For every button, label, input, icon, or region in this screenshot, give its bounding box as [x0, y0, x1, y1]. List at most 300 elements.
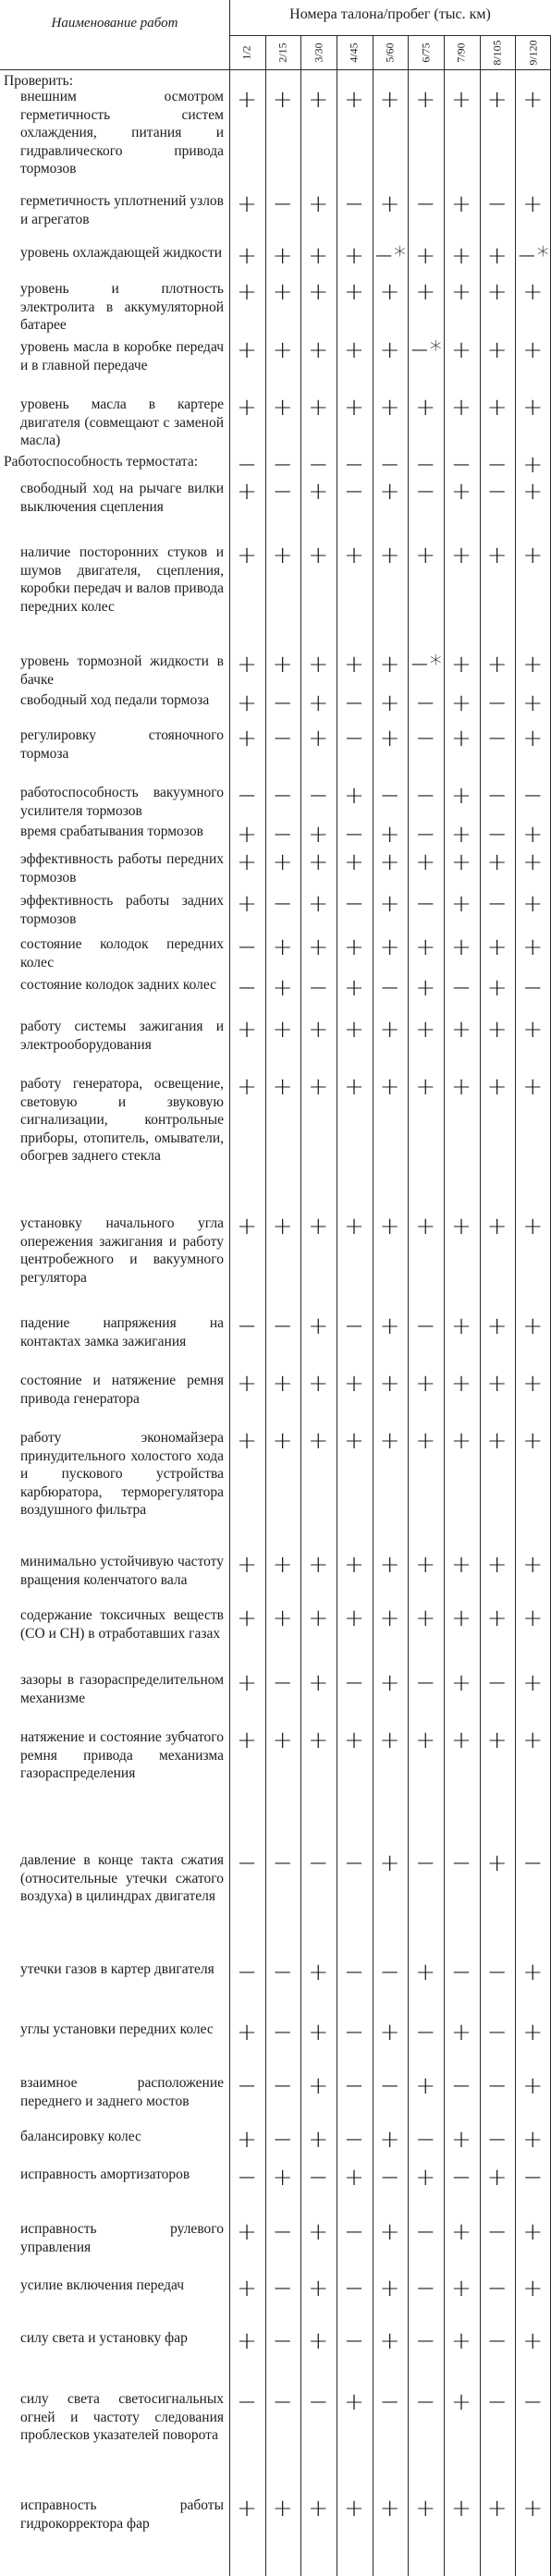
plus-mark: + [451, 478, 471, 506]
plus-mark: + [522, 890, 544, 918]
minus-mark: − [308, 1850, 329, 1877]
row-label: натяжение и состояние зубчатого ремня привода механизма газораспределения [20, 1729, 224, 1781]
plus-mark: + [486, 974, 508, 1002]
plus-mark: + [308, 1605, 329, 1632]
plus-mark: + [415, 2072, 436, 2100]
plus-mark: + [486, 394, 508, 421]
minus-mark: − [486, 2019, 508, 2046]
plus-mark: + [308, 1073, 329, 1101]
plus-mark: + [486, 86, 508, 114]
minus-mark: − [237, 1312, 257, 1340]
minus-mark: − [344, 821, 364, 848]
plus-mark: + [451, 1213, 471, 1240]
plus-mark: + [237, 1669, 257, 1697]
minus-mark: − [415, 2388, 436, 2416]
plus-mark: + [308, 478, 329, 506]
column-header-label: 6/75 [419, 42, 433, 63]
plus-mark: + [379, 1727, 400, 1754]
plus-mark: + [415, 2164, 436, 2191]
plus-mark: + [522, 2327, 544, 2355]
column-header-6 [408, 35, 444, 69]
row-label: содержание токсичных веществ (СО и СН) в отработавших газах [20, 1607, 224, 1642]
plus-mark: + [308, 1551, 329, 1579]
plus-mark: + [379, 2126, 400, 2154]
plus-mark: + [379, 2327, 400, 2355]
plus-mark: + [379, 86, 400, 114]
plus-mark: + [344, 1370, 364, 1398]
plus-mark: + [237, 690, 257, 717]
minus-mark: − [486, 1959, 508, 1986]
plus-mark: + [308, 2275, 329, 2302]
minus-mark: − [344, 890, 364, 918]
row-label: свободный ход на рычаге вилки выключения сцепления [20, 481, 224, 515]
minus-mark: − [272, 2218, 293, 2246]
works-column-header: Наименование работ [51, 16, 178, 31]
plus-mark: + [379, 890, 400, 918]
header-divider [229, 35, 551, 36]
plus-mark: + [237, 2126, 257, 2154]
plus-mark: + [415, 2495, 436, 2522]
plus-mark: + [451, 1312, 471, 1340]
plus-mark: + [272, 278, 293, 306]
minus-mark: − [308, 2164, 329, 2191]
minus-mark: − [237, 451, 257, 479]
minus-mark: − [237, 2388, 257, 2416]
minus-mark: − [344, 451, 364, 479]
plus-mark: + [344, 242, 364, 270]
row-label: уровень масла в коробке передач и в главной передаче [20, 339, 224, 373]
minus-mark: − [415, 2019, 436, 2046]
plus-mark: + [308, 1669, 329, 1697]
plus-mark: + [451, 278, 471, 306]
plus-mark: + [272, 651, 293, 678]
row-label: состояние колодок задних колес [20, 977, 217, 993]
plus-mark: + [308, 725, 329, 752]
plus-mark: + [237, 1213, 257, 1240]
plus-mark: + [486, 651, 508, 678]
row-label: падение напряжения на контактах замка зажигания [20, 1315, 224, 1349]
row-label: давление в конце такта сжатия (относительные утечки сжатого воздуха) в цилиндрах двигателя [20, 1852, 224, 1904]
row-label: исправность рулевого управления [20, 2221, 224, 2255]
plus-mark: + [522, 1727, 544, 1754]
plus-mark: + [379, 1370, 400, 1398]
minus-mark: − [415, 890, 436, 918]
plus-mark: + [522, 725, 544, 752]
plus-mark: + [272, 1016, 293, 1044]
plus-mark: + [308, 2495, 329, 2522]
plus-mark: + [237, 278, 257, 306]
row-label: состояние колодок передних колес [20, 936, 224, 971]
plus-mark: + [415, 1551, 436, 1579]
minus-mark: − [486, 2388, 508, 2416]
plus-mark: + [379, 1605, 400, 1632]
plus-mark: + [451, 1727, 471, 1754]
plus-mark: + [451, 890, 471, 918]
plus-mark: + [379, 1427, 400, 1455]
plus-mark: + [486, 242, 508, 270]
row-label: Работоспособность термостата: [4, 454, 199, 470]
plus-mark: + [379, 2218, 400, 2246]
plus-mark: + [237, 86, 257, 114]
column-header-7 [444, 35, 480, 69]
minus-mark: − [237, 1959, 257, 1986]
column-header-2 [265, 35, 301, 69]
column-header-label: 5/60 [383, 42, 397, 63]
plus-mark: + [344, 848, 364, 876]
minus-mark: − [451, 451, 471, 479]
plus-mark: + [451, 651, 471, 678]
minus-mark: − [415, 2327, 436, 2355]
minus-mark: − [344, 2019, 364, 2046]
minus-mark: − [272, 782, 293, 810]
row-label: свободный ход педали тормоза [20, 692, 210, 708]
plus-mark: + [237, 848, 257, 876]
plus-mark: + [308, 1213, 329, 1240]
row-label: внешним осмотром герметичность систем охлаждения, питания и гидравлического привода тормозов [20, 89, 224, 177]
minus-mark: − [272, 190, 293, 218]
plus-mark: + [237, 1073, 257, 1101]
plus-mark: + [379, 821, 400, 848]
minus-mark: − [272, 821, 293, 848]
minus-mark: − [308, 2388, 329, 2416]
plus-mark: + [308, 2019, 329, 2046]
plus-mark: + [451, 690, 471, 717]
plus-mark: + [522, 2019, 544, 2046]
row-label: работоспособность вакуумного усилителя тормозов [20, 785, 224, 819]
minus-mark: − [415, 690, 436, 717]
plus-mark: + [451, 1551, 471, 1579]
minus-mark: − [486, 782, 508, 810]
minus-mark: − [237, 2072, 257, 2100]
plus-mark: + [272, 1605, 293, 1632]
minus-mark: − [522, 782, 544, 810]
minus-mark: − [379, 974, 400, 1002]
plus-mark: + [379, 1551, 400, 1579]
plus-mark: + [237, 725, 257, 752]
minus-mark: − [522, 974, 544, 1002]
plus-mark: + [272, 2495, 293, 2522]
plus-mark: + [237, 394, 257, 421]
row-label: усилие включения передач [20, 2277, 185, 2293]
row-label: Проверить: [4, 73, 73, 89]
plus-mark: + [272, 394, 293, 421]
plus-mark: + [272, 242, 293, 270]
row-label: минимально устойчивую частоту вращения коленчатого вала [20, 1554, 224, 1588]
column-header-label: 8/105 [490, 39, 504, 66]
row-label: взаимное расположение переднего и заднего мостов [20, 2075, 224, 2109]
plus-mark: + [486, 848, 508, 876]
row-label: регулировку стояночного тормоза [20, 727, 224, 762]
minus-mark: − [272, 2019, 293, 2046]
plus-mark: + [522, 651, 544, 678]
plus-mark: + [451, 2275, 471, 2302]
minus-mark: − [486, 2275, 508, 2302]
minus-mark: − [379, 451, 400, 479]
plus-mark: + [344, 2495, 364, 2522]
plus-mark: + [237, 1605, 257, 1632]
plus-mark: + [344, 2388, 364, 2416]
plus-mark: + [308, 190, 329, 218]
plus-mark: + [308, 1959, 329, 1986]
row-label: исправность работы гидрокорректора фар [20, 2497, 224, 2532]
plus-mark: + [237, 821, 257, 848]
minus-mark: − [272, 1669, 293, 1697]
minus-mark: − [344, 2218, 364, 2246]
plus-mark: + [522, 2218, 544, 2246]
plus-mark: + [522, 394, 544, 421]
minus-mark: − [272, 2388, 293, 2416]
minus-mark: − [415, 1312, 436, 1340]
row-label: герметичность уплотнений узлов и агрегатов [20, 193, 224, 227]
column-header-9 [515, 35, 551, 69]
plus-mark: + [308, 1370, 329, 1398]
plus-mark: + [308, 934, 329, 961]
header-bottom-rule [0, 69, 551, 70]
plus-mark: + [486, 1727, 508, 1754]
minus-mark: − [486, 2218, 508, 2246]
minus-mark: − [344, 190, 364, 218]
row-label: эффективность работы передних тормозов [20, 851, 224, 885]
plus-mark: + [272, 336, 293, 364]
plus-mark: + [344, 86, 364, 114]
plus-mark: + [486, 1551, 508, 1579]
plus-mark: + [237, 478, 257, 506]
plus-mark: + [451, 1605, 471, 1632]
plus-mark: + [379, 278, 400, 306]
plus-mark: + [415, 934, 436, 961]
plus-mark: + [272, 1370, 293, 1398]
column-header-label: 3/30 [312, 42, 325, 63]
minus-mark: − [415, 451, 436, 479]
plus-mark: + [486, 1073, 508, 1101]
plus-mark: + [344, 336, 364, 364]
minus-mark: − [486, 890, 508, 918]
row-label: уровень и плотность электролита в аккумуляторной батарее [20, 281, 224, 333]
minus-mark: − [379, 782, 400, 810]
plus-mark: + [522, 1073, 544, 1101]
column-header-8 [480, 35, 516, 69]
row-label: исправность амортизаторов [20, 2167, 190, 2182]
plus-mark: + [451, 848, 471, 876]
plus-mark: + [522, 451, 544, 479]
plus-mark: + [308, 336, 329, 364]
plus-mark: + [451, 1370, 471, 1398]
plus-mark: + [237, 542, 257, 569]
minus-mark: − [415, 1850, 436, 1877]
plus-mark: + [344, 974, 364, 1002]
plus-mark: + [451, 2218, 471, 2246]
plus-mark: + [415, 1427, 436, 1455]
plus-mark: + [379, 690, 400, 717]
plus-mark: + [379, 934, 400, 961]
minus-mark: − [522, 1850, 544, 1877]
minus-mark: − [486, 2126, 508, 2154]
column-header-4 [337, 35, 373, 69]
plus-mark: + [379, 336, 400, 364]
minus-mark: − [451, 1850, 471, 1877]
plus-mark: + [237, 890, 257, 918]
plus-mark: + [379, 1669, 400, 1697]
column-divider [229, 0, 230, 2576]
plus-mark: + [451, 2327, 471, 2355]
plus-mark: + [237, 1727, 257, 1754]
minus-mark: −* [409, 651, 442, 678]
plus-mark: + [522, 1551, 544, 1579]
minus-mark: − [451, 2072, 471, 2100]
minus-mark: − [344, 478, 364, 506]
minus-mark: − [451, 974, 471, 1002]
row-label: работу системы зажигания и электрооборудования [20, 1019, 224, 1053]
plus-mark: + [451, 242, 471, 270]
plus-mark: + [344, 1605, 364, 1632]
row-label: время срабатывания тормозов [20, 824, 203, 839]
plus-mark: + [308, 1016, 329, 1044]
minus-mark: − [415, 725, 436, 752]
plus-mark: + [522, 2126, 544, 2154]
plus-mark: + [237, 336, 257, 364]
plus-mark: + [344, 542, 364, 569]
minus-mark: − [272, 451, 293, 479]
plus-mark: + [308, 690, 329, 717]
plus-mark: + [344, 651, 364, 678]
row-label: углы установки передних колес [20, 2021, 214, 2037]
plus-mark: + [344, 394, 364, 421]
minus-mark: − [486, 2327, 508, 2355]
plus-mark: + [272, 848, 293, 876]
plus-mark: + [308, 848, 329, 876]
row-label: работу генератора, освещение, световую и звуковую сигнализации, контрольные приборы, отопитель, омыватели, обогрев заднего стекла [20, 1076, 224, 1164]
minus-mark: −* [373, 242, 407, 270]
plus-mark: + [344, 1213, 364, 1240]
plus-mark: + [415, 1605, 436, 1632]
plus-mark: + [308, 542, 329, 569]
minus-mark: − [272, 890, 293, 918]
minus-mark: − [272, 2327, 293, 2355]
plus-mark: + [379, 848, 400, 876]
plus-mark: + [308, 394, 329, 421]
plus-mark: + [379, 2019, 400, 2046]
plus-mark: + [451, 934, 471, 961]
plus-mark: + [415, 86, 436, 114]
plus-mark: + [522, 1605, 544, 1632]
minus-mark: − [237, 782, 257, 810]
plus-mark: + [344, 782, 364, 810]
plus-mark: + [486, 2164, 508, 2191]
row-label: уровень масла в картере двигателя (совмещают с заменой масла) [20, 397, 224, 448]
plus-mark: + [486, 1605, 508, 1632]
plus-mark: + [451, 725, 471, 752]
plus-mark: + [451, 86, 471, 114]
plus-mark: + [486, 1850, 508, 1877]
column-header-1 [229, 35, 265, 69]
plus-mark: + [237, 190, 257, 218]
row-label: установку начального угла опережения зажигания и работу центробежного и вакуумного регулятора [20, 1215, 224, 1286]
minus-mark: − [486, 725, 508, 752]
plus-mark: + [379, 1016, 400, 1044]
plus-mark: + [379, 2275, 400, 2302]
minus-mark: − [237, 1850, 257, 1877]
row-label: утечки газов в картер двигателя [20, 1961, 214, 1977]
plus-mark: + [522, 1312, 544, 1340]
plus-mark: + [522, 1427, 544, 1455]
plus-mark: + [272, 1073, 293, 1101]
minus-mark: − [486, 1669, 508, 1697]
minus-mark: − [344, 1959, 364, 1986]
plus-mark: + [308, 242, 329, 270]
minus-mark: −* [516, 242, 549, 270]
minus-mark: − [415, 821, 436, 848]
plus-mark: + [451, 394, 471, 421]
plus-mark: + [344, 278, 364, 306]
plus-mark: + [486, 934, 508, 961]
plus-mark: + [272, 86, 293, 114]
plus-mark: + [308, 1312, 329, 1340]
plus-mark: + [486, 278, 508, 306]
minus-mark: − [486, 2072, 508, 2100]
plus-mark: + [451, 336, 471, 364]
plus-mark: + [308, 651, 329, 678]
plus-mark: + [344, 2164, 364, 2191]
minus-mark: − [272, 2126, 293, 2154]
plus-mark: + [522, 190, 544, 218]
plus-mark: + [451, 821, 471, 848]
minus-mark: − [415, 2126, 436, 2154]
plus-mark: + [522, 278, 544, 306]
row-label: работу экономайзера принудительного холостого хода и пускового устройства карбюратора, терморегулятора воздушного фильтра [20, 1430, 224, 1518]
minus-mark: − [272, 2072, 293, 2100]
minus-mark: − [379, 2072, 400, 2100]
plus-mark: + [522, 2072, 544, 2100]
plus-mark: + [344, 1073, 364, 1101]
minus-mark: − [379, 1959, 400, 1986]
plus-mark: + [237, 1427, 257, 1455]
plus-mark: + [379, 651, 400, 678]
minus-mark: − [308, 451, 329, 479]
plus-mark: + [379, 1213, 400, 1240]
plus-mark: + [272, 1727, 293, 1754]
plus-mark: + [344, 934, 364, 961]
minus-mark: − [451, 2164, 471, 2191]
plus-mark: + [237, 2218, 257, 2246]
minus-mark: − [415, 2218, 436, 2246]
plus-mark: + [415, 394, 436, 421]
column-header-3 [300, 35, 337, 69]
minus-mark: − [344, 1312, 364, 1340]
column-header-label: 9/120 [526, 39, 540, 66]
row-label: уровень охлаждающей жидкости [20, 245, 223, 261]
plus-mark: + [522, 1370, 544, 1398]
plus-mark: + [522, 86, 544, 114]
minus-mark: − [344, 725, 364, 752]
plus-mark: + [379, 542, 400, 569]
plus-mark: + [451, 2495, 471, 2522]
plus-mark: + [522, 2275, 544, 2302]
minus-mark: − [272, 478, 293, 506]
plus-mark: + [415, 278, 436, 306]
columns-group-header: Номера талона/пробег (тыс. км) [289, 6, 491, 22]
plus-mark: + [451, 2126, 471, 2154]
plus-mark: + [344, 1016, 364, 1044]
minus-mark: − [272, 2275, 293, 2302]
plus-mark: + [379, 190, 400, 218]
row-label: наличие посторонних стуков и шумов двигателя, сцепления, коробки передач и валов привода передних колес [20, 544, 224, 615]
plus-mark: + [237, 1551, 257, 1579]
plus-mark: + [237, 651, 257, 678]
minus-mark: − [451, 1959, 471, 1986]
minus-mark: − [415, 190, 436, 218]
plus-mark: + [272, 542, 293, 569]
plus-mark: + [415, 542, 436, 569]
